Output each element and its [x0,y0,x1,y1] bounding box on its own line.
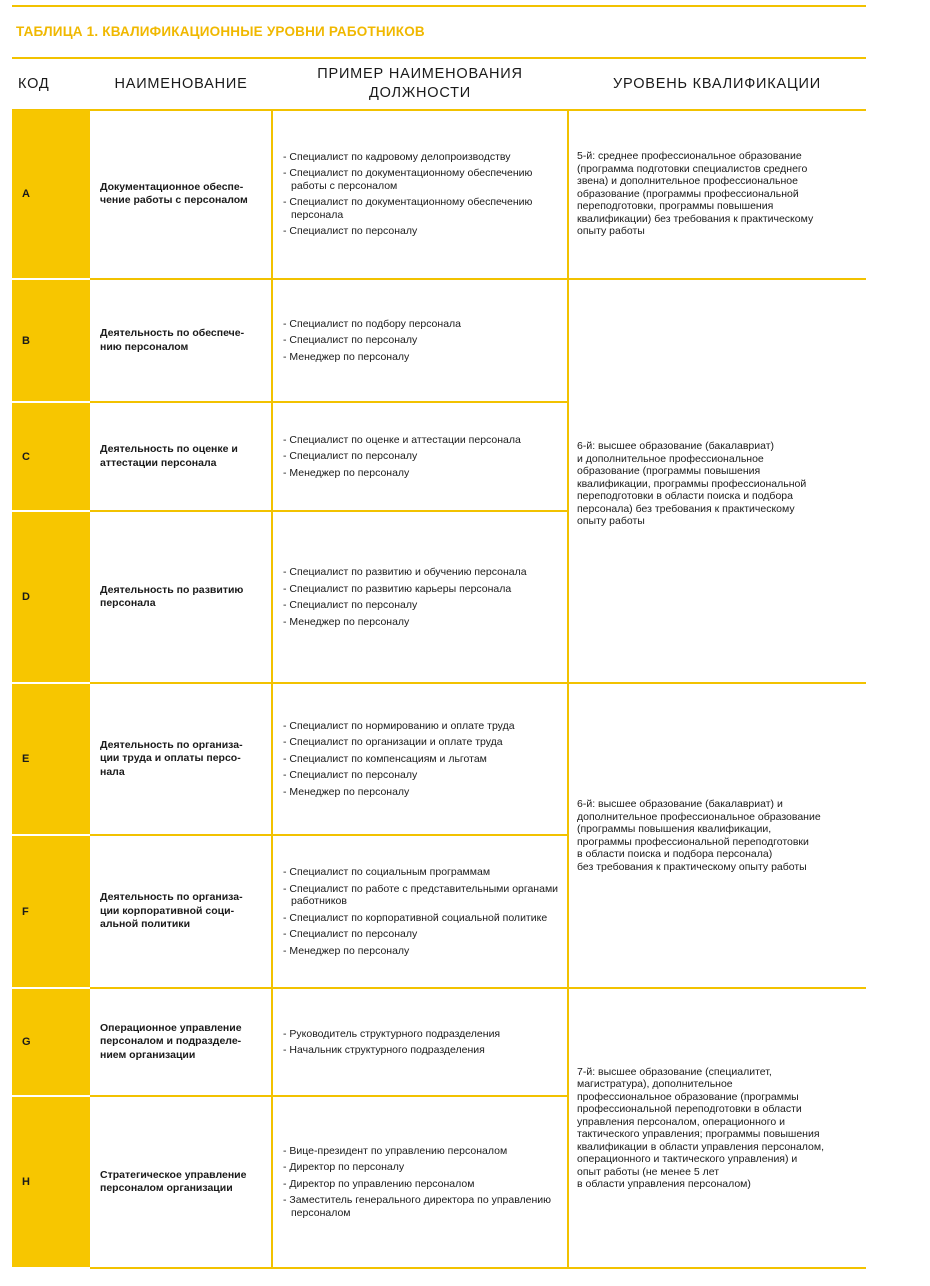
position-item: - Специалист по оценке и аттестации персонала [283,434,559,447]
positions-list [283,1028,559,1057]
position-item: - Специалист по развитию карьеры персонала [283,583,559,596]
positions-list [283,866,559,957]
positions-list [283,566,559,628]
row-code: C [12,402,90,511]
header-level: УРОВЕНЬ КВАЛИФИКАЦИИ [613,75,821,92]
table-title: ТАБЛИЦА 1. КВАЛИФИКАЦИОННЫЕ УРОВНИ РАБОТНИКОВ [16,24,425,39]
position-item: - Специалист по нормированию и оплате труда [283,720,559,733]
position-item: - Заместитель генерального директора по управлению персоналом [283,1194,559,1219]
position-item: - Вице-президент по управлению персоналом [283,1145,559,1158]
position-item: - Специалист по персоналу [283,769,559,782]
qualification-table [12,110,866,1269]
position-item: - Директор по управлению персоналом [283,1178,559,1191]
table-row [12,279,866,402]
position-item: - Специалист по развитию и обучению персонала [283,566,559,579]
position-item: - Специалист по компенсациям и льготам [283,753,559,766]
positions-list [283,720,559,799]
row-name: Операционное управление персоналом и подразделе- нием организации [100,1021,242,1061]
position-item: - Руководитель структурного подразделения [283,1028,559,1041]
row-code: H [12,1096,90,1268]
positions-list [283,1145,559,1220]
position-item: - Специалист по персоналу [283,225,559,238]
position-item: - Менеджер по персоналу [283,786,559,799]
row-name: Деятельность по оценке и аттестации персонала [100,443,238,469]
position-item: - Менеджер по персоналу [283,616,559,629]
position-item: - Специалист по кадровому делопроизводству [283,151,559,164]
table-row [12,988,866,1096]
row-name: Документационное обеспе- чение работы с персоналом [100,180,248,206]
row-name: Деятельность по организа- ции труда и оплаты персо- нала [100,738,243,778]
position-item: - Специалист по документационному обеспечению персонала [283,196,559,221]
position-item: - Специалист по работе с представительными органами работников [283,883,559,908]
position-item: - Специалист по персоналу [283,928,559,941]
position-item: - Специалист по организации и оплате труда [283,736,559,749]
level-text: 5-й: среднее профессиональное образование (программа подготовки специалистов среднего звена) и дополнительное профессиональное образование (программы профессиональной переподготовки, программы повышения квалификации) без требования к практическому опыту работы [577,150,814,238]
row-code: G [12,988,90,1096]
position-item: - Специалист по подбору персонала [283,318,559,331]
position-item: - Специалист по персоналу [283,450,559,463]
row-code: A [12,110,90,279]
positions-list [283,434,559,480]
top-rule [12,5,866,7]
row-name: Деятельность по обеспече- нию персоналом [100,327,245,353]
level-text: 6-й: высшее образование (бакалавриат) и дополнительное профессиональное образование (программы повышения квалификации, программы профессиональной переподготовки в области поиска и подбора персонала) без требования к практическому опыту работы [577,798,821,873]
table-row [12,683,866,835]
position-item: - Менеджер по персоналу [283,351,559,364]
position-item: - Специалист по персоналу [283,599,559,612]
row-code: E [12,683,90,835]
row-code: F [12,835,90,988]
row-name: Деятельность по организа- ции корпоративной соци- альной политики [100,891,243,931]
header-code: КОД [18,76,50,92]
table-row [12,110,866,279]
positions-list [283,318,559,364]
position-item: - Менеджер по персоналу [283,467,559,480]
position-item: - Специалист по социальным программам [283,866,559,879]
row-name: Деятельность по развитию персонала [100,583,244,609]
position-item: - Специалист по корпоративной социальной политике [283,912,559,925]
position-item: - Начальник структурного подразделения [283,1044,559,1057]
position-item: - Менеджер по персоналу [283,945,559,958]
row-code: D [12,511,90,683]
header-name: НАИМЕНОВАНИЕ [114,75,248,92]
header-position: ПРИМЕР НАИМЕНОВАНИЯ ДОЛЖНОСТИ [317,66,523,101]
positions-list [283,151,559,238]
position-item: - Директор по персоналу [283,1161,559,1174]
row-name: Стратегическое управление персоналом организации [100,1168,247,1194]
level-text: 7-й: высшее образование (специалитет, магистратура), дополнительное профессиональное образование (программы профессиональной переподготовки в области управления персоналом, операционного и тактического управления; программы повышения квалификации в области управления персоналом, операционного и тактического управления) и опыт работы (не менее 5 лет в области управления персоналом) [577,1065,825,1190]
position-item: - Специалист по персоналу [283,334,559,347]
level-text: 6-й: высшее образование (бакалавриат) и дополнительное профессиональное образование (программы повышения квалификации, программы профессиональной переподготовки в области поиска и подбора персонала) без требования к практическому опыту работы [577,440,807,527]
row-code: B [12,279,90,402]
position-item: - Специалист по документационному обеспечению работы с персоналом [283,167,559,192]
